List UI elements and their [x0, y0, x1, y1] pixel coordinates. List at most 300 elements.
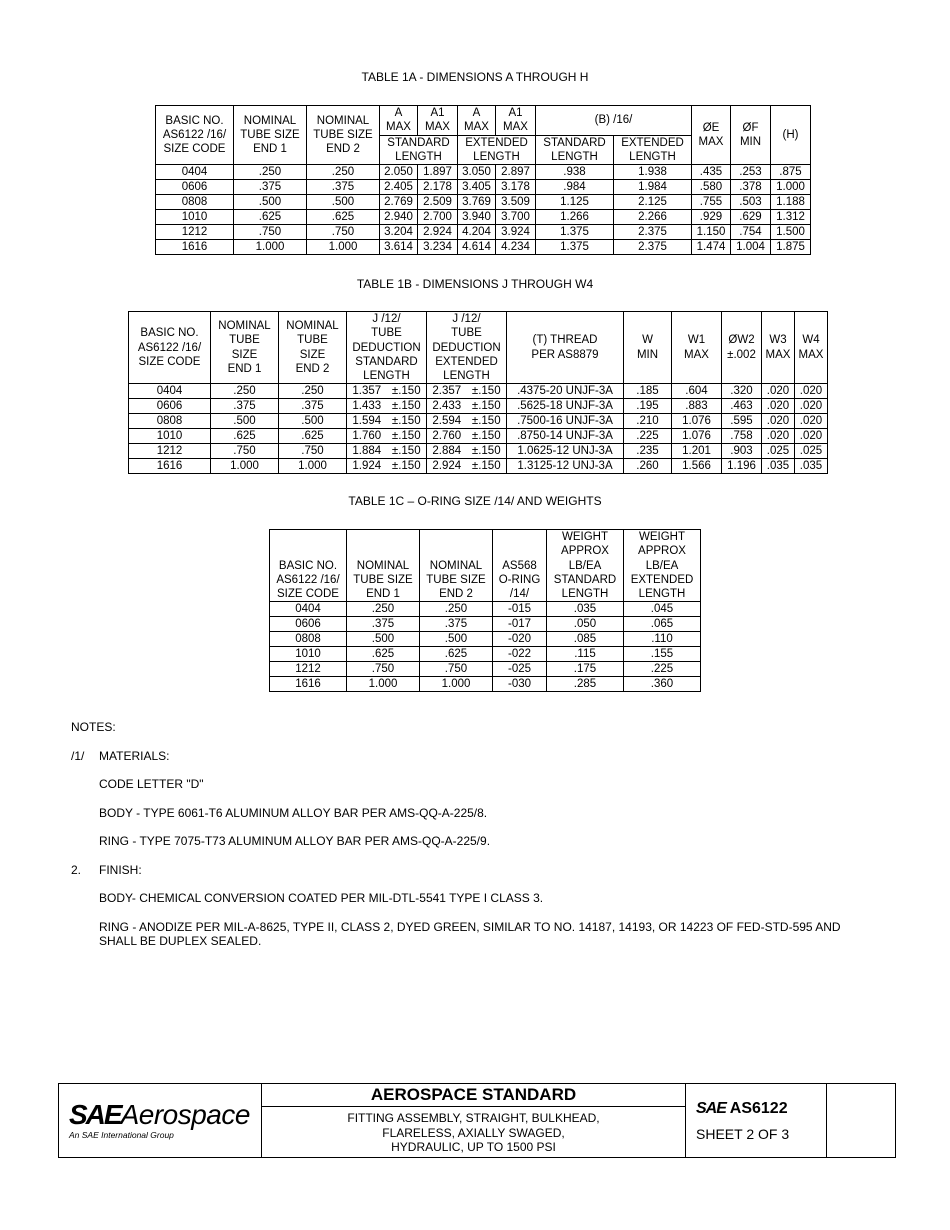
table-cell: .020 — [762, 399, 795, 414]
table-cell: 1.312 — [771, 210, 811, 225]
header-weight-extended — [624, 530, 701, 602]
table-row — [129, 414, 828, 429]
table-cell: ±.150 — [467, 399, 507, 414]
table-cell: 3.509 — [496, 195, 536, 210]
table-cell: .580 — [692, 180, 731, 195]
header-b-extended — [614, 135, 692, 165]
table-cell: 2.594 — [427, 414, 467, 429]
table-cell: -022 — [493, 647, 547, 662]
logo-sae: SAE — [69, 1099, 121, 1130]
header-a1-max-standard — [418, 106, 458, 136]
header-line: O-RING — [498, 573, 541, 586]
header-weight-standard — [547, 530, 624, 602]
table-row — [156, 195, 811, 210]
table-cell: 2.125 — [614, 195, 692, 210]
header-basic-no — [156, 106, 234, 165]
table-cell: .500 — [211, 414, 279, 429]
table-1c — [269, 529, 701, 692]
table-cell: 1010 — [129, 429, 211, 444]
table-cell: ±.150 — [387, 414, 427, 429]
header-line: BASIC NO. — [165, 114, 224, 127]
table-cell: 0808 — [129, 414, 211, 429]
revision-cell — [827, 1084, 895, 1157]
table-cell: ±.150 — [387, 444, 427, 459]
header-line: END 1 — [253, 143, 287, 156]
header-line: AS568 — [502, 559, 537, 572]
table-cell: .020 — [795, 384, 828, 399]
header-line: MAX — [503, 121, 528, 134]
header-line: STANDARD — [355, 355, 418, 368]
header-b: (B) /16/ — [536, 106, 692, 136]
table-cell: ±.150 — [467, 429, 507, 444]
table-cell: .750 — [420, 662, 493, 677]
header-line: LB/EA — [568, 559, 602, 572]
table-row — [129, 429, 828, 444]
table-cell: 1.375 — [536, 225, 614, 240]
table-cell: .500 — [347, 632, 420, 647]
header-line: SIZE CODE — [277, 588, 339, 601]
note-1-code: CODE LETTER "D" — [99, 777, 204, 791]
header-extended-length — [458, 135, 536, 165]
header-line: STANDARD — [387, 136, 450, 149]
table-cell: 1.000 — [211, 459, 279, 474]
header-line: ØE — [702, 121, 720, 134]
table-cell: .050 — [547, 617, 624, 632]
table-cell: 1.000 — [307, 240, 380, 255]
table-cell: 3.614 — [380, 240, 418, 255]
table-cell: .625 — [307, 210, 380, 225]
header-j-standard — [347, 312, 427, 384]
header-line: ±.002 — [727, 348, 756, 361]
header-a1-max-extended — [496, 106, 536, 136]
header-line: MAX — [765, 348, 791, 361]
table-cell: .875 — [771, 165, 811, 180]
header-line: NOMINAL — [243, 114, 297, 127]
table-cell: 1.004 — [731, 240, 771, 255]
table-cell: 2.433 — [427, 399, 467, 414]
header-line: W4 — [802, 334, 820, 347]
table-cell: .025 — [795, 444, 828, 459]
table-cell: ±.150 — [467, 459, 507, 474]
description-line-1: FITTING ASSEMBLY, STRAIGHT, BULKHEAD, — [347, 1111, 600, 1125]
table-cell: 2.266 — [614, 210, 692, 225]
table-cell: -015 — [493, 602, 547, 617]
table-cell: 1.150 — [692, 225, 731, 240]
header-line: LENGTH — [443, 370, 490, 383]
table-cell: 0808 — [156, 195, 234, 210]
table-row — [129, 444, 828, 459]
header-line: DEDUCTION — [432, 341, 501, 354]
table-cell: ±.150 — [387, 399, 427, 414]
table-cell: .503 — [731, 195, 771, 210]
logo-cell — [59, 1084, 262, 1157]
table-row — [129, 459, 828, 474]
description-cell — [262, 1084, 686, 1157]
table-cell: 2.760 — [427, 429, 467, 444]
header-line: MAX — [386, 121, 411, 134]
table-cell: ±.150 — [467, 414, 507, 429]
table-cell: .225 — [624, 662, 701, 677]
notes-heading: NOTES: — [71, 720, 116, 734]
document-number — [696, 1100, 788, 1118]
header-line: APPROX — [638, 545, 686, 558]
header-thread — [507, 312, 624, 384]
table-cell: .235 — [624, 444, 672, 459]
table-cell: 0808 — [270, 632, 347, 647]
header-nominal-end2 — [307, 106, 380, 165]
description-line-2: FLARELESS, AXIALLY SWAGED, — [382, 1125, 565, 1140]
table-cell: -020 — [493, 632, 547, 647]
header-line: MAX — [425, 121, 450, 134]
header-standard-length — [380, 135, 458, 165]
table-cell: 0606 — [129, 399, 211, 414]
header-line: (T) THREAD — [532, 334, 598, 347]
header-line: EXTENDED — [435, 355, 498, 368]
header-line: W1 — [687, 334, 706, 347]
table-cell: .250 — [234, 165, 307, 180]
header-line: A1 — [508, 107, 523, 119]
document-number-cell — [686, 1084, 827, 1157]
table-cell: 3.700 — [496, 210, 536, 225]
table-cell: .250 — [347, 602, 420, 617]
header-line: SIZE — [231, 348, 258, 361]
table-cell: .500 — [234, 195, 307, 210]
title-block — [58, 1083, 896, 1158]
header-line: BASIC NO. — [278, 559, 338, 572]
note-2-body: BODY- CHEMICAL CONVERSION COATED PER MIL-DTL-5541 TYPE I CLASS 3. — [99, 891, 544, 905]
header-h: (H) — [771, 106, 811, 165]
table-cell: 1.266 — [536, 210, 614, 225]
table-cell: ±.150 — [387, 459, 427, 474]
header-line: MAX — [698, 136, 724, 149]
table-cell: .625 — [211, 429, 279, 444]
sae-aerospace-logo — [69, 1101, 250, 1140]
header-line: LENGTH — [551, 150, 598, 163]
table-cell: 0606 — [270, 617, 347, 632]
table-1c-title: TABLE 1C – O-RING SIZE /14/ AND WEIGHTS — [348, 494, 602, 508]
standard-description — [262, 1111, 685, 1155]
table-cell: .035 — [795, 459, 828, 474]
table-cell: .025 — [762, 444, 795, 459]
table-row — [129, 399, 828, 414]
header-line: SIZE — [299, 348, 326, 361]
table-cell: 2.405 — [380, 180, 418, 195]
table-cell: .020 — [795, 414, 828, 429]
header-line: LENGTH — [473, 150, 520, 163]
table-cell: 1.566 — [672, 459, 722, 474]
table-cell: .750 — [307, 225, 380, 240]
table-cell: 3.405 — [458, 180, 496, 195]
sheet-number: SHEET 2 OF 3 — [696, 1126, 790, 1142]
table-cell: .175 — [547, 662, 624, 677]
header-nominal-end2 — [279, 312, 347, 384]
header-line: EXTENDED — [465, 136, 528, 149]
header-line: W3 — [769, 334, 787, 347]
table-cell: 2.769 — [380, 195, 418, 210]
table-cell: 2.940 — [380, 210, 418, 225]
header-line: ØW2 — [728, 334, 755, 347]
table-cell: 2.178 — [418, 180, 458, 195]
note-2-ring-1: RING - ANODIZE PER MIL-A-8625, TYPE II, CLASS 2, DYED GREEN, SIMILAR TO NO. 14187, 14193, OR 14223 OF FED-STD-595 AND — [99, 920, 841, 934]
table-cell: .929 — [692, 210, 731, 225]
header-nominal-end1 — [234, 106, 307, 165]
table-cell: .750 — [347, 662, 420, 677]
header-line: WEIGHT — [639, 531, 685, 543]
header-line: LB/EA — [645, 559, 679, 572]
header-b-standard — [536, 135, 614, 165]
header-line: NOMINAL — [356, 559, 410, 572]
table-cell: ±.150 — [387, 384, 427, 399]
header-line: END 1 — [366, 588, 400, 601]
header-basic-no — [270, 530, 347, 602]
table-cell: .375 — [420, 617, 493, 632]
note-2-ring-2: SHALL BE DUPLEX SEALED. — [99, 934, 262, 948]
table-row — [156, 210, 811, 225]
table-row — [156, 240, 811, 255]
header-line: W — [642, 334, 653, 347]
header-line: NOMINAL — [316, 114, 370, 127]
table-cell: .595 — [722, 414, 762, 429]
header-line: LENGTH — [395, 150, 442, 163]
table-cell: .285 — [547, 677, 624, 692]
table-cell: .984 — [536, 180, 614, 195]
header-line: J /12/ — [372, 313, 401, 325]
table-cell: 1.201 — [672, 444, 722, 459]
table-row — [156, 225, 811, 240]
table-cell: 1.884 — [347, 444, 387, 459]
logo-subtitle: An SAE International Group — [69, 1130, 174, 1140]
table-cell: 1010 — [270, 647, 347, 662]
table-cell: .5625-18 UNJF-3A — [507, 399, 624, 414]
table-cell: 3.924 — [496, 225, 536, 240]
table-cell: 1616 — [156, 240, 234, 255]
header-line: NOMINAL — [429, 559, 483, 572]
header-line: END 2 — [295, 363, 330, 376]
table-cell: 1.760 — [347, 429, 387, 444]
table-cell: .500 — [279, 414, 347, 429]
header-line: TUBE — [229, 334, 260, 347]
header-line: END 2 — [439, 588, 473, 601]
table-cell: ±.150 — [387, 429, 427, 444]
table-cell: .435 — [692, 165, 731, 180]
table-cell: 1.000 — [279, 459, 347, 474]
header-line: TUBE SIZE — [353, 573, 413, 586]
table-cell: .360 — [624, 677, 701, 692]
table-cell: .463 — [722, 399, 762, 414]
table-row — [156, 165, 811, 180]
table-cell: .625 — [234, 210, 307, 225]
note-1-ring: RING - TYPE 7075-T73 ALUMINUM ALLOY BAR PER AMS-QQ-A-225/9. — [99, 834, 491, 848]
note-2-title: FINISH: — [99, 863, 142, 877]
table-cell: 1.000 — [771, 180, 811, 195]
table-cell: 2.509 — [418, 195, 458, 210]
header-line: A — [394, 107, 403, 119]
table-cell: .750 — [234, 225, 307, 240]
header-line: PER AS8879 — [531, 348, 599, 361]
note-1-title: MATERIALS: — [99, 749, 170, 763]
header-line: APPROX — [561, 545, 609, 558]
header-w3-max — [762, 312, 795, 384]
table-cell: 2.924 — [427, 459, 467, 474]
table-1b-title: TABLE 1B - DIMENSIONS J THROUGH W4 — [356, 277, 594, 291]
table-cell: .758 — [722, 429, 762, 444]
table-cell: 1.500 — [771, 225, 811, 240]
table-cell: .115 — [547, 647, 624, 662]
table-cell: .375 — [211, 399, 279, 414]
table-cell: 1.433 — [347, 399, 387, 414]
table-cell: 3.178 — [496, 180, 536, 195]
table-cell: 1.375 — [536, 240, 614, 255]
table-cell: 1616 — [129, 459, 211, 474]
header-line: LENGTH — [561, 588, 609, 601]
table-cell: 4.614 — [458, 240, 496, 255]
header-line: SIZE CODE — [163, 143, 226, 156]
table-cell: 1.594 — [347, 414, 387, 429]
table-1a — [155, 105, 811, 255]
table-cell: 1.076 — [672, 429, 722, 444]
table-cell: 3.050 — [458, 165, 496, 180]
table-cell: 1.000 — [234, 240, 307, 255]
table-row — [270, 647, 701, 662]
table-cell: 2.375 — [614, 225, 692, 240]
table-cell: .250 — [211, 384, 279, 399]
table-cell: .750 — [211, 444, 279, 459]
table-cell: ±.150 — [467, 444, 507, 459]
table-cell: .8750-14 UNJF-3A — [507, 429, 624, 444]
table-cell: 1616 — [270, 677, 347, 692]
table-cell: 2.897 — [496, 165, 536, 180]
table-cell: .260 — [624, 459, 672, 474]
table-row — [270, 677, 701, 692]
table-cell: -017 — [493, 617, 547, 632]
table-cell: 1.984 — [614, 180, 692, 195]
table-cell: .500 — [307, 195, 380, 210]
header-line: END 1 — [227, 363, 262, 376]
table-cell: .750 — [279, 444, 347, 459]
table-cell: 1010 — [156, 210, 234, 225]
table-cell: 2.050 — [380, 165, 418, 180]
header-line: TUBE — [451, 327, 482, 340]
header-j-extended — [427, 312, 507, 384]
table-cell: 1.125 — [536, 195, 614, 210]
table-cell: .020 — [795, 429, 828, 444]
header-line: TUBE — [371, 327, 402, 340]
table-cell: .250 — [307, 165, 380, 180]
table-cell: .755 — [692, 195, 731, 210]
table-cell: 2.884 — [427, 444, 467, 459]
table-cell: 1.924 — [347, 459, 387, 474]
table-cell: .629 — [731, 210, 771, 225]
header-line: LENGTH — [363, 370, 410, 383]
table-cell: .045 — [624, 602, 701, 617]
header-line: MIN — [739, 136, 762, 149]
header-line: A — [472, 107, 481, 119]
table-row — [270, 617, 701, 632]
table-cell: .4375-20 UNJF-3A — [507, 384, 624, 399]
logo-aerospace: Aerospace — [120, 1099, 250, 1130]
table-cell: .604 — [672, 384, 722, 399]
table-cell: .155 — [624, 647, 701, 662]
header-line: EXTENDED — [630, 573, 694, 586]
note-1-body: BODY - TYPE 6061-T6 ALUMINUM ALLOY BAR PER AMS-QQ-A-225/8. — [99, 806, 488, 820]
header-e-max — [692, 106, 731, 165]
header-line: EXTENDED — [621, 136, 684, 149]
table-cell: .225 — [624, 429, 672, 444]
table-cell: .253 — [731, 165, 771, 180]
table-cell: .210 — [624, 414, 672, 429]
table-cell: 1.188 — [771, 195, 811, 210]
table-cell: 1.474 — [692, 240, 731, 255]
header-a-max-extended — [458, 106, 496, 136]
table-cell: .625 — [347, 647, 420, 662]
table-cell: .625 — [279, 429, 347, 444]
header-a-max-standard — [380, 106, 418, 136]
table-cell: .375 — [234, 180, 307, 195]
table-cell: 1212 — [129, 444, 211, 459]
table-cell: .085 — [547, 632, 624, 647]
table-cell: .020 — [762, 384, 795, 399]
header-line: TUBE SIZE — [240, 128, 300, 141]
description-line-3: HYDRAULIC, UP TO 1500 PSI — [391, 1140, 556, 1154]
header-f-min — [731, 106, 771, 165]
header-line: A1 — [430, 107, 445, 119]
table-row — [129, 384, 828, 399]
header-line: AS6122 /16/ — [276, 573, 340, 586]
header-line: J /12/ — [452, 313, 481, 325]
table-cell: 3.234 — [418, 240, 458, 255]
table-cell: .375 — [347, 617, 420, 632]
table-cell: 3.769 — [458, 195, 496, 210]
header-nominal-end1 — [211, 312, 279, 384]
table-cell: 2.924 — [418, 225, 458, 240]
doc-sae-logo: SAE — [696, 1100, 726, 1117]
table-cell: .7500-16 UNJF-3A — [507, 414, 624, 429]
header-line: BASIC NO. — [140, 327, 199, 340]
table-cell: 1212 — [156, 225, 234, 240]
header-w4-max — [795, 312, 828, 384]
table-row — [156, 180, 811, 195]
header-line: LENGTH — [629, 150, 676, 163]
table-cell: .020 — [762, 414, 795, 429]
table-cell: 2.375 — [614, 240, 692, 255]
table-cell: .903 — [722, 444, 762, 459]
table-row — [270, 662, 701, 677]
header-line: MAX — [464, 121, 489, 134]
table-1a-title: TABLE 1A - DIMENSIONS A THROUGH H — [361, 70, 589, 84]
table-cell: .020 — [762, 429, 795, 444]
header-line: /14/ — [509, 588, 530, 601]
header-line: NOMINAL — [218, 320, 271, 333]
table-cell: 1212 — [270, 662, 347, 677]
doc-number: AS6122 — [729, 1100, 788, 1117]
note-1-number: /1/ — [71, 749, 85, 763]
header-line: SIZE CODE — [138, 355, 201, 368]
table-cell: .375 — [279, 399, 347, 414]
header-line: NOMINAL — [286, 320, 339, 333]
header-line: WEIGHT — [562, 531, 608, 543]
header-line: MAX — [684, 348, 709, 361]
header-nominal-end1 — [347, 530, 420, 602]
header-nominal-end2 — [420, 530, 493, 602]
table-cell: 3.940 — [458, 210, 496, 225]
table-cell: 0404 — [156, 165, 234, 180]
table-cell: -025 — [493, 662, 547, 677]
table-cell: 1.897 — [418, 165, 458, 180]
header-w-min — [624, 312, 672, 384]
table-row — [270, 602, 701, 617]
table-cell: .378 — [731, 180, 771, 195]
header-line: STANDARD — [553, 573, 617, 586]
